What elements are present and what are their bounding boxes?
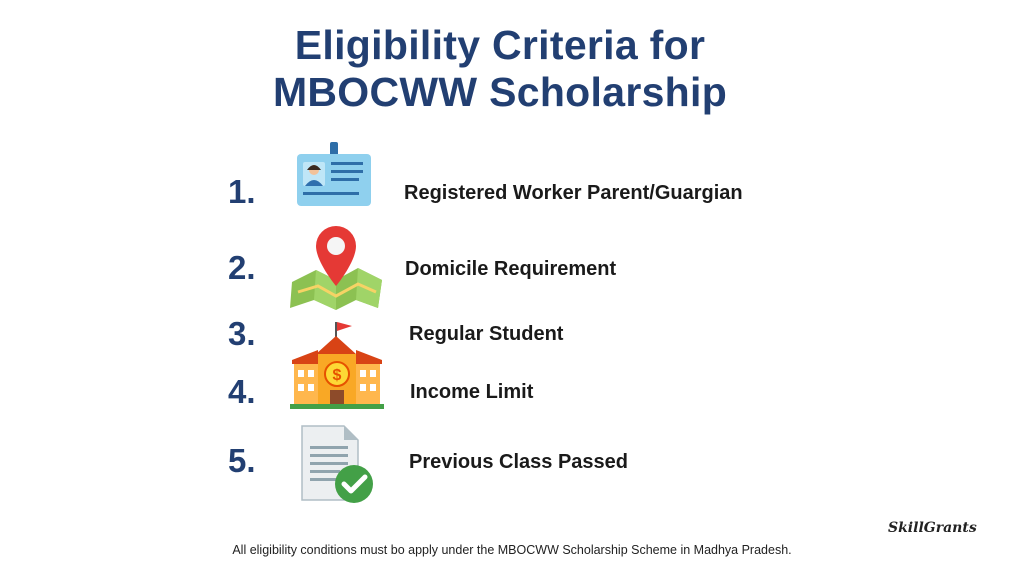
item-number-5: 5. xyxy=(228,442,256,479)
item-label-5: Previous Class Passed xyxy=(409,451,629,473)
item-label-3: Regular Student xyxy=(409,323,564,345)
title-line-1: Eligibility Criteria for xyxy=(294,22,706,68)
page-title xyxy=(0,22,1000,116)
item-label-2: Domicile Requirement xyxy=(405,258,617,280)
school-building-icon xyxy=(290,320,384,415)
brand-logo: SkillGrants xyxy=(888,520,977,536)
map-pin-icon xyxy=(288,222,384,317)
item-label-4: Income Limit xyxy=(410,381,534,403)
item-number-2: 2. xyxy=(228,249,256,286)
item-label-1: Registered Worker Parent/Guargian xyxy=(404,182,743,204)
id-card-icon xyxy=(295,142,375,213)
item-number-4: 4. xyxy=(228,373,256,410)
footer-note: All eligibility conditions must bo apply under the MBOCWW Scholarship Scheme in Madhya Pradesh. xyxy=(232,543,792,557)
svg-text:$: $ xyxy=(332,367,342,384)
item-number-1: 1. xyxy=(228,173,256,210)
item-number-3: 3. xyxy=(228,315,256,352)
title-line-2: MBOCWW Scholarship xyxy=(272,69,728,115)
document-check-icon xyxy=(298,424,378,513)
